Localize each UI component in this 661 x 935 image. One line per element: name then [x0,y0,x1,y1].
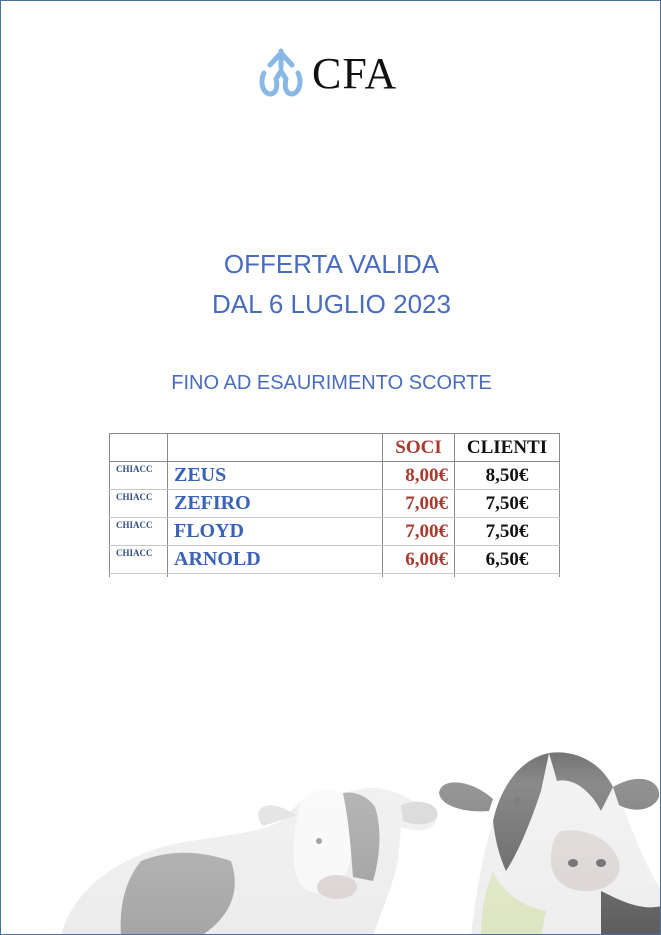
row-soci-price: 6,00€ [383,546,455,574]
table-row [110,490,560,518]
row-type: CHIACC [110,546,168,574]
row-product-name: ZEFIRO [168,490,383,518]
cfa-logo-text: CFA [312,48,398,98]
row-clienti-price: 6,50€ [455,546,560,574]
row-product-name: ARNOLD [168,546,383,574]
row-product-name: ZEUS [168,462,383,490]
row-soci-price: 7,00€ [383,490,455,518]
table-tail-row [110,574,560,578]
row-soci-price: 7,00€ [383,518,455,546]
row-clienti-price: 7,50€ [455,518,560,546]
cfa-drop-logo-icon [256,47,306,99]
cfa-logo [256,47,397,99]
row-clienti-price: 7,50€ [455,490,560,518]
table-row [110,462,560,490]
table-row [110,518,560,546]
offer-subheadline: FINO AD ESAURIMENTO SCORTE [171,372,492,394]
offer-headline-line2: DAL 6 LUGLIO 2023 [212,289,451,319]
table-row [110,546,560,574]
row-type: CHIACC [110,462,168,490]
table-header-row [110,434,560,462]
row-soci-price: 8,00€ [383,462,455,490]
price-table [109,433,560,577]
header-col2 [168,434,383,462]
row-type: CHIACC [110,490,168,518]
holstein-cows-image [1,701,661,935]
row-type: CHIACC [110,518,168,546]
row-product-name: FLOYD [168,518,383,546]
header-clienti: CLIENTI [455,434,560,462]
offer-headline-line1: OFFERTA VALIDA [223,249,440,279]
row-clienti-price: 8,50€ [455,462,560,490]
header-col1 [110,434,168,462]
header-soci: SOCI [383,434,455,462]
